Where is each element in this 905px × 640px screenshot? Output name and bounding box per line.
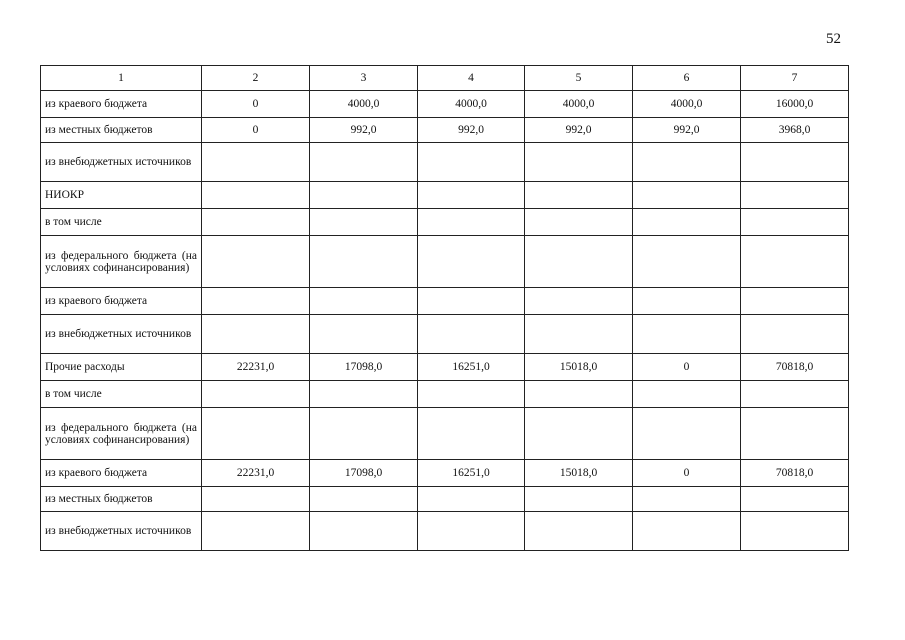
table-cell: 992,0 xyxy=(310,118,418,143)
row-label: из местных бюджетов xyxy=(41,487,202,512)
table-row xyxy=(41,408,849,460)
table-cell xyxy=(418,209,525,236)
row-label: из федерального бюджета (на условиях софинансирования) xyxy=(41,236,202,288)
table-cell xyxy=(525,315,633,354)
row-label: из краевого бюджета xyxy=(41,288,202,315)
table-cell: 0 xyxy=(633,460,741,487)
table-row xyxy=(41,209,849,236)
table-cell xyxy=(202,236,310,288)
table-cell: 16251,0 xyxy=(418,354,525,381)
table-cell xyxy=(741,209,849,236)
row-label: из внебюджетных источников xyxy=(41,315,202,354)
table-cell xyxy=(741,288,849,315)
table-cell xyxy=(525,381,633,408)
table-cell xyxy=(525,182,633,209)
table-row xyxy=(41,288,849,315)
table-cell: 15018,0 xyxy=(525,460,633,487)
table-cell xyxy=(310,408,418,460)
row-label: из внебюджетных источников xyxy=(41,512,202,551)
column-header: 7 xyxy=(741,66,849,91)
table-cell xyxy=(525,408,633,460)
column-header: 2 xyxy=(202,66,310,91)
table-row xyxy=(41,236,849,288)
table-cell xyxy=(741,236,849,288)
table-cell: 22231,0 xyxy=(202,354,310,381)
table-cell xyxy=(633,315,741,354)
table-cell xyxy=(418,381,525,408)
row-label: из местных бюджетов xyxy=(41,118,202,143)
table-cell: 70818,0 xyxy=(741,354,849,381)
table-cell: 16000,0 xyxy=(741,91,849,118)
table-cell xyxy=(525,288,633,315)
table-row xyxy=(41,315,849,354)
table-row xyxy=(41,91,849,118)
table-cell xyxy=(202,408,310,460)
table-cell: 992,0 xyxy=(525,118,633,143)
table-cell xyxy=(741,182,849,209)
table-cell xyxy=(741,408,849,460)
page-number: 52 xyxy=(826,31,841,47)
table-cell xyxy=(418,236,525,288)
table-cell xyxy=(202,487,310,512)
column-header: 4 xyxy=(418,66,525,91)
table-cell xyxy=(202,209,310,236)
table-cell xyxy=(202,288,310,315)
table-row xyxy=(41,118,849,143)
table-cell xyxy=(525,209,633,236)
table-row xyxy=(41,512,849,551)
table-cell xyxy=(741,512,849,551)
table-cell: 0 xyxy=(633,354,741,381)
table-cell: 0 xyxy=(202,118,310,143)
table-cell xyxy=(310,512,418,551)
table-cell xyxy=(633,487,741,512)
table-cell xyxy=(418,315,525,354)
row-label: из краевого бюджета xyxy=(41,460,202,487)
column-header: 3 xyxy=(310,66,418,91)
table-cell xyxy=(633,512,741,551)
table-cell xyxy=(741,381,849,408)
table-cell xyxy=(202,143,310,182)
table-cell: 4000,0 xyxy=(418,91,525,118)
table-cell: 70818,0 xyxy=(741,460,849,487)
table-cell xyxy=(310,381,418,408)
table-cell xyxy=(525,236,633,288)
table-cell: 0 xyxy=(202,91,310,118)
table-cell: 17098,0 xyxy=(310,354,418,381)
table-row xyxy=(41,143,849,182)
table-cell xyxy=(418,182,525,209)
table-cell xyxy=(633,381,741,408)
table-cell xyxy=(525,512,633,551)
table-cell: 4000,0 xyxy=(633,91,741,118)
table-cell: 992,0 xyxy=(418,118,525,143)
row-label: Прочие расходы xyxy=(41,354,202,381)
table-cell xyxy=(310,487,418,512)
table-cell xyxy=(633,209,741,236)
row-label: из федерального бюджета (на условиях софинансирования) xyxy=(41,408,202,460)
table-cell xyxy=(202,315,310,354)
table-cell xyxy=(418,143,525,182)
table-cell: 3968,0 xyxy=(741,118,849,143)
table-cell xyxy=(741,143,849,182)
column-header: 1 xyxy=(41,66,202,91)
table-cell xyxy=(633,288,741,315)
table-header-row xyxy=(41,66,849,91)
table-row xyxy=(41,182,849,209)
column-header: 5 xyxy=(525,66,633,91)
row-label: в том числе xyxy=(41,381,202,408)
table-cell: 15018,0 xyxy=(525,354,633,381)
table-cell xyxy=(310,315,418,354)
table-cell xyxy=(633,408,741,460)
table-cell xyxy=(310,209,418,236)
column-header: 6 xyxy=(633,66,741,91)
table-row xyxy=(41,487,849,512)
table-cell xyxy=(310,182,418,209)
table-cell xyxy=(418,408,525,460)
table-cell xyxy=(310,143,418,182)
table-cell xyxy=(525,143,633,182)
table-cell xyxy=(418,487,525,512)
table-cell xyxy=(633,236,741,288)
table-cell xyxy=(633,182,741,209)
table-cell: 992,0 xyxy=(633,118,741,143)
table-cell xyxy=(741,315,849,354)
table-cell: 16251,0 xyxy=(418,460,525,487)
row-label: НИОКР xyxy=(41,182,202,209)
row-label: из краевого бюджета xyxy=(41,91,202,118)
table-cell xyxy=(633,143,741,182)
table-cell xyxy=(310,288,418,315)
table-cell xyxy=(310,236,418,288)
budget-table xyxy=(40,65,849,551)
table-row xyxy=(41,460,849,487)
table-cell xyxy=(202,512,310,551)
row-label: в том числе xyxy=(41,209,202,236)
table-cell: 4000,0 xyxy=(525,91,633,118)
table-cell xyxy=(418,512,525,551)
table-cell xyxy=(202,381,310,408)
table-cell xyxy=(525,487,633,512)
table-row xyxy=(41,381,849,408)
table-cell xyxy=(202,182,310,209)
table-cell: 4000,0 xyxy=(310,91,418,118)
table-row xyxy=(41,354,849,381)
table-cell xyxy=(418,288,525,315)
row-label: из внебюджетных источников xyxy=(41,143,202,182)
table-cell xyxy=(741,487,849,512)
table-cell: 22231,0 xyxy=(202,460,310,487)
table-cell: 17098,0 xyxy=(310,460,418,487)
